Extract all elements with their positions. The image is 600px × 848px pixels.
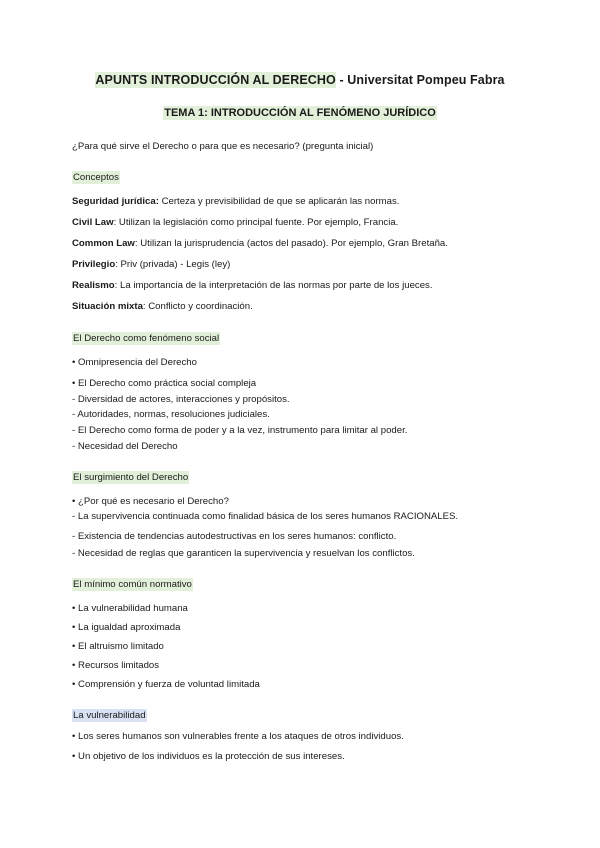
concept-item [72, 301, 253, 312]
section-heading-vulnerabilidad [72, 710, 147, 721]
section-heading-text: Conceptos [73, 172, 119, 183]
list-item: - Diversidad de actores, interacciones y propósitos. [72, 394, 290, 405]
section-heading-minimo-comun [72, 579, 193, 590]
concept-item [72, 280, 433, 291]
list-item: - El Derecho como forma de poder y a la vez, instrumento para limitar al poder. [72, 425, 408, 436]
document-title [0, 73, 600, 87]
concept-text: : La importancia de la interpretación de las normas por parte de los jueces. [114, 280, 433, 291]
list-item: • ¿Por qué es necesario el Derecho? [72, 496, 229, 507]
concept-item [72, 196, 399, 207]
section-heading-conceptos [72, 172, 120, 183]
list-item: • Los seres humanos son vulnerables frente a los ataques de otros individuos. [72, 731, 404, 742]
list-item: - Necesidad del Derecho [72, 441, 178, 452]
section-heading-text: La vulnerabilidad [73, 710, 146, 721]
section-heading-text: El surgimiento del Derecho [73, 472, 189, 483]
concept-term: Seguridad jurídica: [72, 196, 159, 207]
section-heading-fenomeno-social [72, 333, 220, 344]
list-item: • La igualdad aproximada [72, 622, 181, 633]
concept-text: : Utilizan la jurisprudencia (actos del pasado). Por ejemplo, Gran Bretaña. [134, 238, 448, 249]
title-institution: - Universitat Pompeu Fabra [335, 73, 505, 87]
list-item: • El altruismo limitado [72, 641, 164, 652]
list-item: • Un objetivo de los individuos es la protección de sus intereses. [72, 751, 345, 762]
concept-item [72, 238, 448, 249]
list-item: - Existencia de tendencias autodestructivas en los seres humanos: conflicto. [72, 531, 397, 542]
title-main: APUNTS INTRODUCCIÓN AL DERECHO [95, 73, 336, 87]
concept-text: : Conflicto y coordinación. [142, 301, 253, 312]
topic-heading-text: TEMA 1: INTRODUCCIÓN AL FENÓMENO JURÍDICO [164, 107, 436, 119]
concept-term: Civil Law [72, 217, 114, 228]
list-item: - La supervivencia continuada como finalidad básica de los seres humanos RACIONALES. [72, 511, 459, 522]
concept-term: Privilegio [72, 259, 116, 270]
initial-question: ¿Para qué sirve el Derecho o para que es necesario? (pregunta inicial) [72, 141, 374, 152]
concept-text: Certeza y previsibilidad de que se aplicarán las normas. [158, 196, 400, 207]
list-item: • Comprensión y fuerza de voluntad limitada [72, 679, 260, 690]
list-item: • Recursos limitados [72, 660, 160, 671]
concept-term: Realismo [72, 280, 115, 291]
list-item: • La vulnerabilidad humana [72, 603, 188, 614]
section-heading-text: El Derecho como fenómeno social [73, 333, 220, 344]
concept-term: Common Law [72, 238, 135, 249]
list-item: - Autoridades, normas, resoluciones judiciales. [72, 409, 270, 420]
concept-term: Situación mixta [72, 301, 143, 312]
list-item: • Omnipresencia del Derecho [72, 357, 197, 368]
concept-text: : Priv (privada) - Legis (ley) [115, 259, 231, 270]
list-item: - Necesidad de reglas que garanticen la supervivencia y resuelvan los conflictos. [72, 548, 415, 559]
topic-heading [0, 107, 600, 119]
concept-item [72, 259, 230, 270]
concept-item [72, 217, 398, 228]
concept-text: : Utilizan la legislación como principal fuente. Por ejemplo, Francia. [113, 217, 399, 228]
section-heading-text: El mínimo común normativo [73, 579, 192, 590]
section-heading-surgimiento [72, 472, 189, 483]
list-item: • El Derecho como práctica social compleja [72, 378, 257, 389]
